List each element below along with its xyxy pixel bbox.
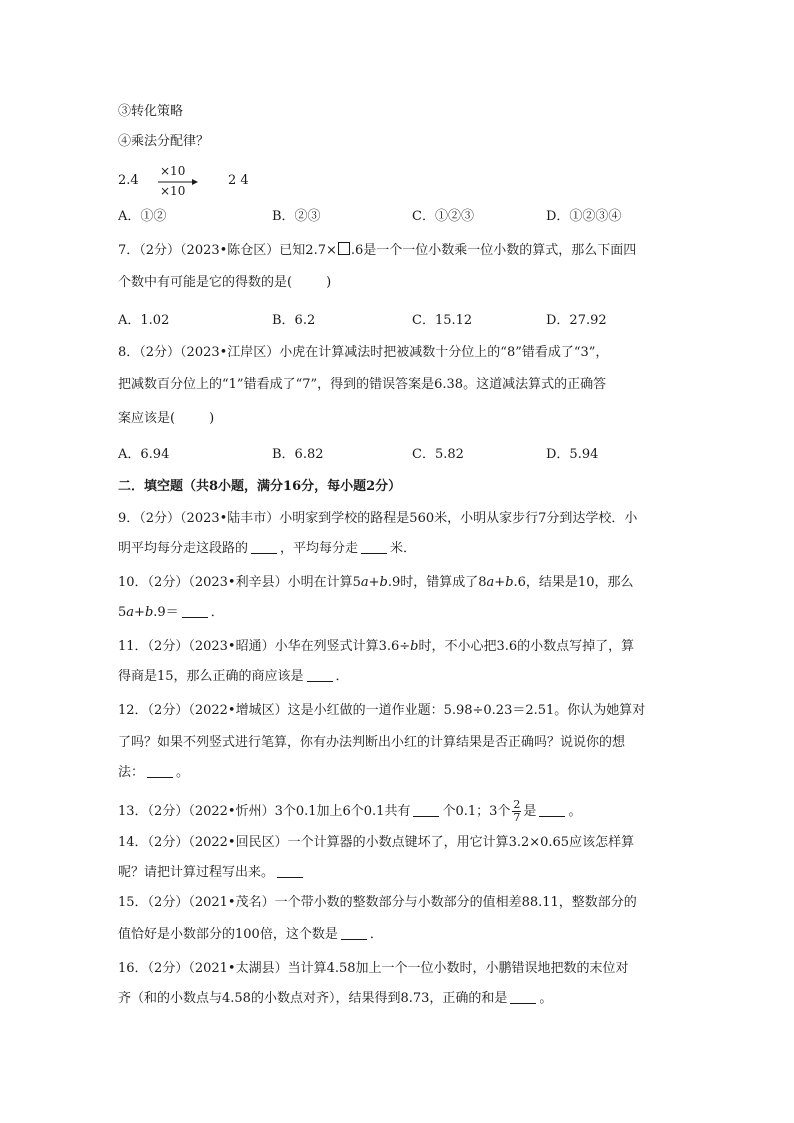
q10-line-1 xyxy=(118,574,633,592)
variable-a: a xyxy=(126,605,135,620)
q8-option-b: B．6.82 xyxy=(272,447,324,462)
variable-b: b xyxy=(410,639,419,654)
q7-suffix: .6是一个一位小数乘一位小数的算式，那么下面四 xyxy=(350,243,637,258)
q13-text-a: 13．（2分）（2022•忻州）3个0.1加上6个0.1共有 xyxy=(118,804,411,819)
variable-b: b xyxy=(379,575,388,590)
diagram-number-right: 2 4 xyxy=(228,173,249,188)
section-heading: 二．填空题（共8小题，满分16分，每小题2分） xyxy=(118,479,402,494)
q8-option-c: C．5.82 xyxy=(412,447,464,462)
variable-b: b xyxy=(144,605,154,620)
q7-stem-end: 个数中有可能是它的得数的是( xyxy=(118,275,293,290)
q11-line-2 xyxy=(118,668,349,686)
q11-text-a: 11．（2分）（2023•昭通）小华在列竖式计算3.6÷ xyxy=(118,639,411,654)
q15-end: ． xyxy=(369,927,383,942)
q9-text-b: ，平均每分走 xyxy=(280,541,359,556)
answer-blank[interactable] xyxy=(413,803,439,817)
q16-line-1: 16．（2分）（2021•太湖县）当计算4.58加上一个一位小数时，小鹏错误地把数的末位对 xyxy=(118,961,629,976)
q16-end: 。 xyxy=(539,991,553,1006)
q14-line-1: 14．（2分）（2022•回民区）一个计算器的小数点键坏了，用它计算3.2×0.65应该怎样算 xyxy=(118,835,635,850)
q7-option-a: A．1.02 xyxy=(118,313,170,328)
fraction-denominator: 7 xyxy=(513,811,521,824)
q10-text-e: .9＝ xyxy=(153,605,179,620)
q10-text-a: 10．（2分）（2023•利辛县）小明在计算5 xyxy=(118,575,361,590)
q12-text: 法： xyxy=(118,765,145,780)
q6-option-c: C．①②③ xyxy=(412,209,474,224)
strategy-3: ③转化策略 xyxy=(118,104,184,119)
q15-line-2 xyxy=(118,926,383,944)
q6-option-d: D．①②③④ xyxy=(546,209,622,224)
q9-line-1: 9．（2分）（2023•陆丰市）小明家到学校的路程是560米，小明从家步行7分到达学校．小 xyxy=(118,511,638,526)
answer-blank[interactable] xyxy=(539,803,565,817)
q10-text-d: 5 xyxy=(118,605,127,620)
q7-close-paren: ) xyxy=(326,275,332,290)
q10-text-b: .9时，错算成了8 xyxy=(387,575,487,590)
diagram-number-left: 2.4 xyxy=(118,173,139,188)
q10-line-2 xyxy=(118,604,224,622)
q13-line xyxy=(118,798,581,826)
plus-sign: + xyxy=(134,605,145,620)
q13-text-b: 个0.1；3个 xyxy=(442,804,511,819)
q7-line-1 xyxy=(118,242,636,260)
q8-close-paren: ) xyxy=(209,411,215,426)
q7-line-2 xyxy=(118,274,331,292)
q11-line-1 xyxy=(118,638,634,656)
q7-option-c: C．15.12 xyxy=(412,313,473,328)
q14-line-2 xyxy=(118,864,306,882)
variable-a: a xyxy=(486,575,495,590)
variable-a: a xyxy=(360,575,369,590)
q13-text-c: 是 xyxy=(523,804,537,819)
q16-text: 齐（和的小数点与4.58的小数点对齐），结果得到8.73，正确的和是 xyxy=(118,991,508,1006)
answer-blank[interactable] xyxy=(277,864,303,878)
q12-line-2: 了吗？如果不列竖式进行笔算，你有办法判断出小红的计算结果是否正确吗？说说你的想 xyxy=(118,735,626,750)
q10-end: ． xyxy=(210,605,224,620)
q8-option-a: A．6.94 xyxy=(118,447,170,462)
q16-line-2 xyxy=(118,990,552,1008)
q11-end: ． xyxy=(335,669,349,684)
q6-option-b: B．②③ xyxy=(272,209,321,224)
q10-text-c: .6，结果是10，那么 xyxy=(513,575,634,590)
q11-text-c: 得商是15，那么正确的商应该是 xyxy=(118,669,304,684)
q8-line-1: 8．（2分）（2023•江岸区）小虎在计算减法时把被减数十分位上的“8”错看成了“3”， xyxy=(118,345,609,360)
multiply-arrow-diagram xyxy=(158,166,198,196)
plus-sign: + xyxy=(494,575,506,590)
q8-line-3 xyxy=(118,410,214,428)
variable-b: b xyxy=(505,575,514,590)
q9-text-a: 明平均每分走这段路的 xyxy=(118,541,249,556)
q7-option-d: D．27.92 xyxy=(546,313,607,328)
q6-option-a: A．①② xyxy=(118,209,167,224)
answer-blank[interactable] xyxy=(510,990,536,1004)
plus-sign: + xyxy=(368,575,380,590)
q15-line-1: 15．（2分）（2021•茂名）一个带小数的整数部分与小数部分的值相差88.11，整数部分的 xyxy=(118,895,637,910)
q12-line-1: 12．（2分）（2022•增城区）这是小红做的一道作业题：5.98÷0.23＝2.51。你认为她算对 xyxy=(118,703,646,718)
fraction-numerator: 2 xyxy=(513,798,521,811)
q15-text: 值恰好是小数部分的100倍，这个数是 xyxy=(118,927,338,942)
arrow-top-label: ×10 xyxy=(160,166,186,178)
q13-end: 。 xyxy=(568,804,582,819)
q8-line-2: 把减数百分位上的“1”错看成了“7”，得到的错误答案是6.38。这道减法算式的正确答 xyxy=(118,377,607,392)
answer-blank[interactable] xyxy=(182,604,208,618)
answer-blank[interactable] xyxy=(361,540,387,554)
q8-option-d: D．5.94 xyxy=(546,447,599,462)
answer-blank[interactable] xyxy=(307,668,333,682)
arrow-bottom-label: ×10 xyxy=(160,184,186,196)
fraction xyxy=(512,799,521,824)
q14-text: 呢？请把计算过程写出来。 xyxy=(118,865,275,880)
answer-blank[interactable] xyxy=(251,540,277,554)
blank-box-icon xyxy=(338,242,350,255)
q7-prefix: 7．（2分）（2023•陈仓区）已知2.7× xyxy=(118,243,337,258)
q11-text-b: 时，不小心把3.6的小数点写掉了，算 xyxy=(418,639,635,654)
strategy-4: ④乘法分配律？ xyxy=(118,134,210,149)
q12-line-3 xyxy=(118,764,189,782)
q9-text-c: 米． xyxy=(390,541,417,556)
q7-option-b: B．6.2 xyxy=(272,313,316,328)
answer-blank[interactable] xyxy=(147,764,173,778)
q12-end: 。 xyxy=(176,765,190,780)
answer-blank[interactable] xyxy=(341,926,367,940)
q8-stem-end: 案应该是( xyxy=(118,411,176,426)
q9-line-2 xyxy=(118,540,416,558)
